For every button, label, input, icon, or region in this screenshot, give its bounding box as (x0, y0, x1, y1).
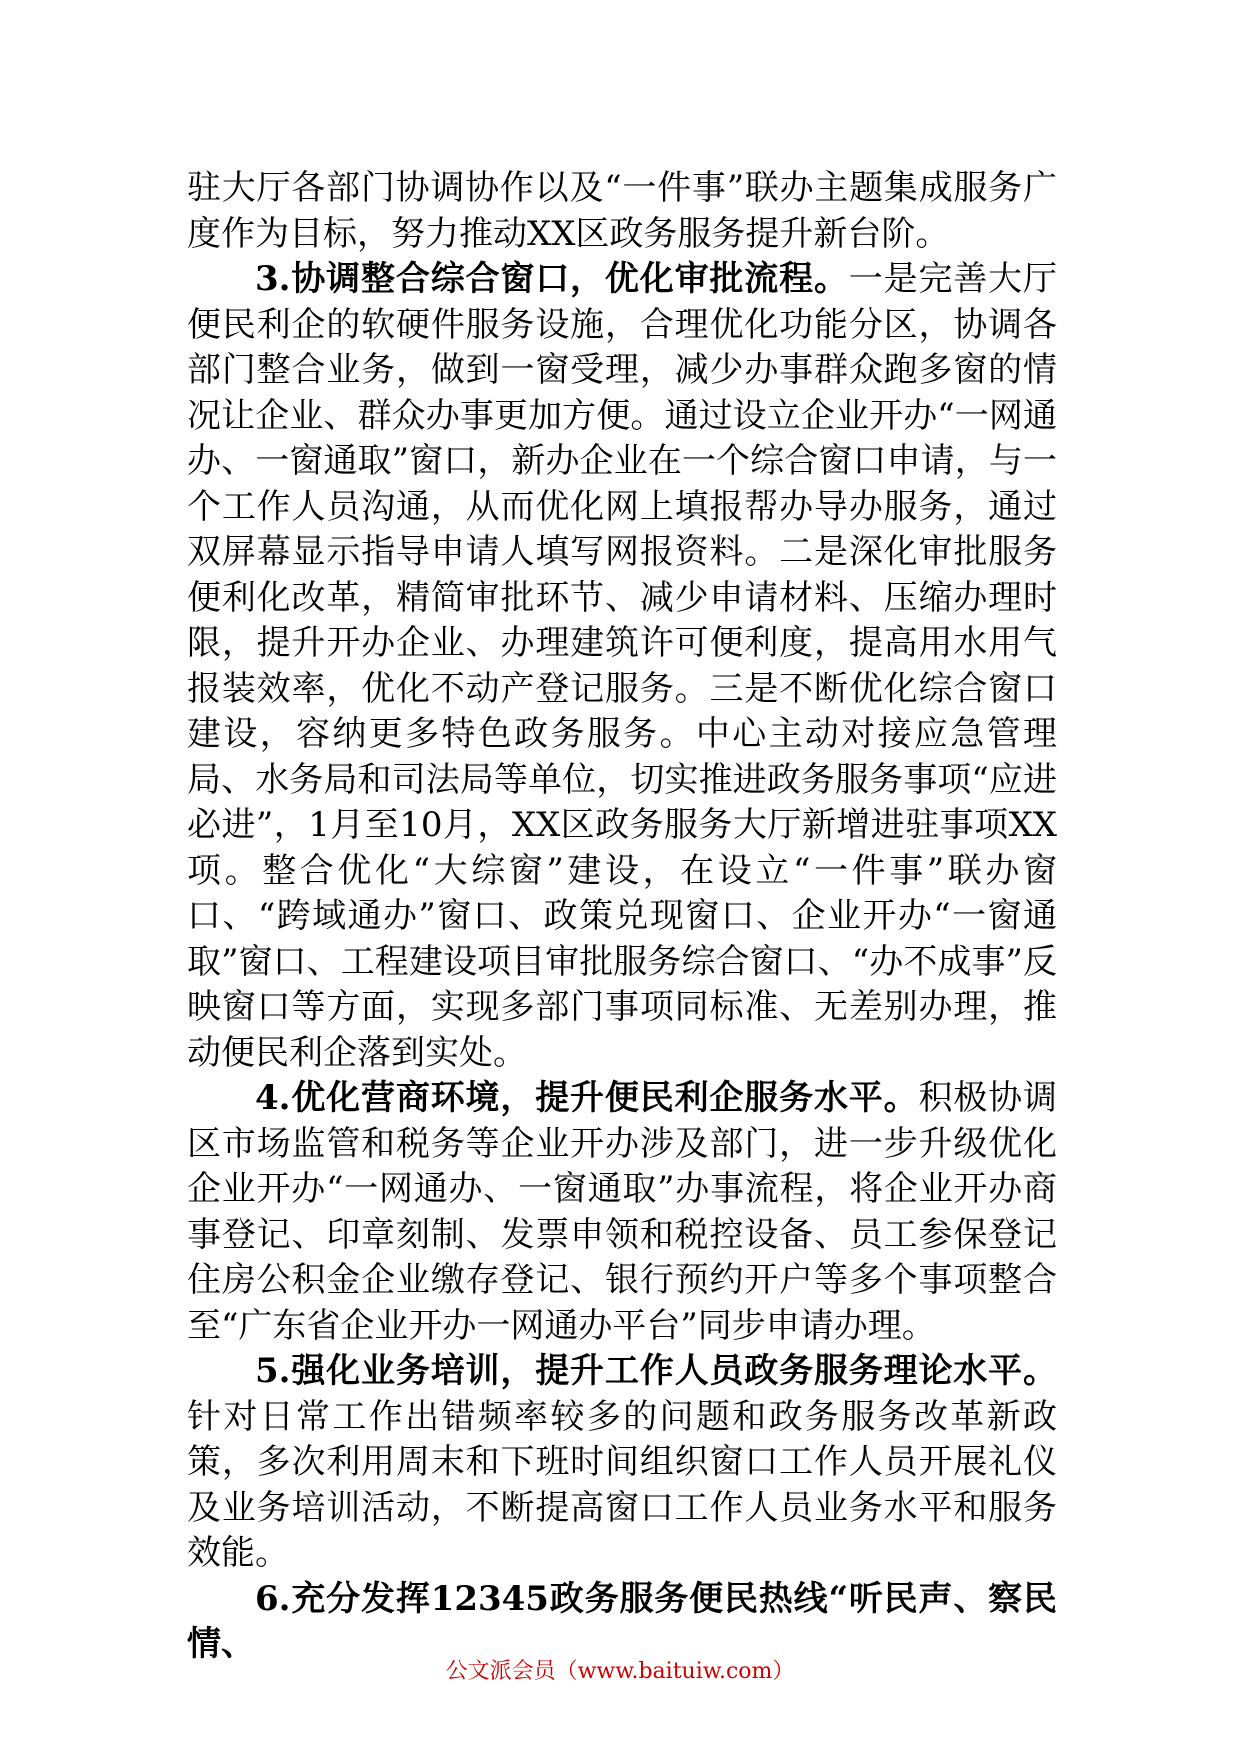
footer-watermark: 公文派会员（www.baituiw.com） (445, 1659, 795, 1684)
section-5-paragraph (187, 1349, 1057, 1577)
section-4-paragraph (187, 1076, 1057, 1349)
section-5-body: 针对日常工作出错频率较多的问题和政务服务改革新政策，多次利用周末和下班时间组织窗口工作人员开展礼仪及业务培训活动，不断提高窗口工作人员业务水平和服务效能。 (187, 1396, 1057, 1573)
section-3-paragraph (187, 257, 1057, 1076)
document-body (187, 166, 1057, 1668)
intro-paragraph: 驻大厅各部门协调协作以及“一件事”联办主题集成服务广度作为目标，努力推动XX区政务服务提升新台阶。 (187, 168, 1057, 254)
section-3-heading: 3.协调整合综合窗口，优化审批流程。 (255, 259, 849, 299)
section-4-body: 积极协调区市场监管和税务等企业开办涉及部门，进一步升级优化企业开办“一网通办、一窗通取”办事流程，将企业开办商事登记、印章刻制、发票申领和税控设备、员工参保登记住房公积金企业缴存登记、银行预约开户等多个事项整合至“广东省企业开办一网通办平台”同步申请办理。 (187, 1078, 1058, 1346)
section-5-heading: 5.强化业务培训，提升工作人员政务服务理论水平。 (255, 1351, 1057, 1391)
section-6-heading: 6.充分发挥12345政务服务便民热线“听民声、察民情、 (187, 1578, 1057, 1664)
section-3-body: 一是完善大厅便民利企的软硬件服务设施，合理优化功能分区，协调各部门整合业务，做到一窗受理，减少办事群众跑多窗的情况让企业、群众办事更加方便。通过设立企业开办“一网通办、一窗通取”窗口，新办企业在一个综合窗口申请，与一个工作人员沟通，从而优化网上填报帮办导办服务，通过双屏幕显示指导申请人填写网报资料。二是深化审批服务便利化改革，精简审批环节、减少申请材料、压缩办理时限，提升开办企业、办理建筑许可便利度，提高用水用气报装效率，优化不动产登记服务。三是不断优化综合窗口建设，容纳更多特色政务服务。中心主动对接应急管理局、水务局和司法局等单位，切实推进政务服务事项“应进必进”，1月至10月，XX区政务服务大厅新增进驻事项XX项。整合优化“大综窗”建设，在设立“一件事”联办窗口、“跨域通办”窗口、政策兑现窗口、企业开办“一窗通取”窗口、工程建设项目审批服务综合窗口、“办不成事”反映窗口等方面，实现多部门事项同标准、无差别办理，推动便民利企落到实处。 (187, 259, 1058, 1073)
section-4-heading: 4.优化营商环境，提升便民利企服务水平。 (255, 1078, 919, 1118)
section-6-paragraph (187, 1577, 1057, 1668)
